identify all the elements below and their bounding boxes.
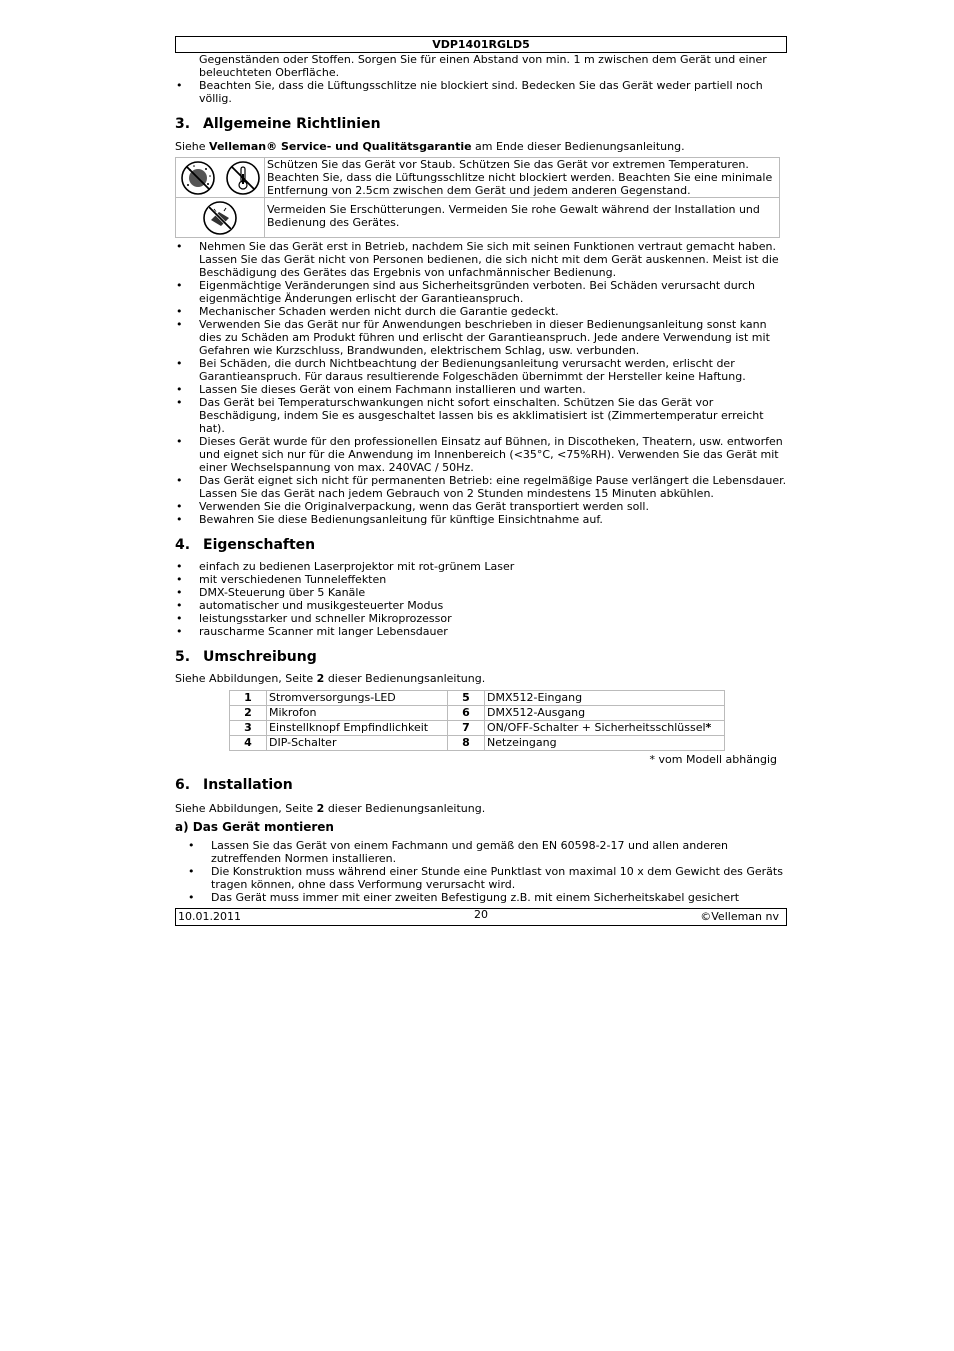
- safety-text-2: Vermeiden Sie Erschütterungen. Vermeiden Sie rohe Gewalt während der Installation und Bedienung des Gerätes.: [265, 198, 780, 238]
- part-label: DMX512-Ausgang: [487, 706, 586, 719]
- parts-table: [229, 690, 725, 751]
- intro-text: Siehe: [175, 140, 210, 153]
- list-item: • DMX-Steuerung über 5 Kanäle: [175, 586, 787, 599]
- intro-text: dieser Bedienungsanleitung.: [324, 672, 486, 685]
- section-4-heading: [175, 537, 787, 554]
- section-title: Installation: [203, 777, 293, 793]
- table-row: [176, 198, 780, 238]
- part-label: Stromversorgungs-LED: [267, 691, 448, 706]
- part-label-cell: [485, 706, 725, 721]
- section-5-intro: [175, 672, 787, 685]
- section-title: Allgemeine Richtlinien: [203, 116, 381, 132]
- list-item: • mit verschiedenen Tunneleffekten: [175, 573, 787, 586]
- document-page: [175, 36, 787, 904]
- part-number: 3: [230, 721, 267, 736]
- section-number: 4.: [175, 537, 191, 553]
- intro-text: Siehe Abbildungen, Seite: [175, 802, 317, 815]
- header-title: VDP1401RGLD5: [432, 38, 530, 51]
- list-item: • Das Gerät eignet sich nicht für permanenten Betrieb: eine regelmäßige Pause verlängert die Lebensdauer. Lassen Sie das Gerät nach jedem Gebrauch von 2 Stunden mindestens 15 Minuten abkühlen.: [175, 474, 787, 500]
- list-item: • Eigenmächtige Veränderungen sind aus Sicherheitsgründen verboten. Bei Schäden verursacht durch eigenmächtige Änderungen erlischt der Garantieanspruch.: [175, 279, 787, 305]
- intro-bold-text: 2: [316, 802, 325, 815]
- part-number: 6: [448, 706, 485, 721]
- subsection-a-heading: a) Das Gerät montieren: [175, 820, 334, 834]
- section-title: Eigenschaften: [203, 537, 316, 553]
- part-label: DIP-Schalter: [267, 736, 448, 751]
- page-header: [175, 36, 787, 53]
- part-number: 2: [230, 706, 267, 721]
- list-item: • Nehmen Sie das Gerät erst in Betrieb, nachdem Sie sich mit seinen Funktionen vertraut gemacht haben. Lassen Sie das Gerät nicht von Personen bedienen, die sich nicht mit dem Gerät auskennen. Meist ist die Beschädigung des Gerätes das Ergebnis von unfachmännischer Bedienung.: [175, 240, 787, 279]
- list-item: • Lassen Sie dieses Gerät von einem Fachmann installieren und warten.: [175, 383, 787, 396]
- icon-cell: [176, 198, 265, 238]
- list-item: • einfach zu bedienen Laserprojektor mit rot-grünem Laser: [175, 560, 787, 573]
- safety-text-1: Schützen Sie das Gerät vor Staub. Schützen Sie das Gerät vor extremen Temperaturen. Beachten Sie, dass die Lüftungsschlitze nicht blockiert werden. Beachten Sie eine minimale Entfernung von 2.5cm zwischen dem Gerät und jedem anderen Gegenstand.: [265, 158, 780, 198]
- intro-text: dieser Bedienungsanleitung.: [324, 802, 486, 815]
- dust-protection-icon: [180, 160, 216, 196]
- shock-protection-icon: [202, 200, 238, 236]
- section-title: Umschreibung: [203, 649, 317, 665]
- intro-continuation: Gegenständen oder Stoffen. Sorgen Sie für einen Abstand von min. 1 m zwischen dem Gerät und einer beleuchteten Oberfläche.: [199, 53, 767, 79]
- section-6-bullets: [175, 839, 787, 904]
- part-number: 7: [448, 721, 485, 736]
- intro-text: Siehe Abbildungen, Seite: [175, 672, 317, 685]
- part-label: Einstellknopf Empfindlichkeit: [267, 721, 448, 736]
- intro-bold-text: 2: [316, 672, 325, 685]
- footer-date: 10.01.2011: [178, 910, 241, 923]
- list-item: • Verwenden Sie das Gerät nur für Anwendungen beschrieben in dieser Bedienungsanleitung sonst kann dies zu Schäden am Produkt führen und erlischt der Garantieanspruch. Jede andere Verwendung ist mit Gefahren wie Kurzschluss, Brandwunden, elektrischem Schlag, usw. verbunden.: [175, 318, 787, 357]
- table-row: [176, 158, 780, 198]
- page-number: 20: [474, 908, 488, 921]
- section-number: 6.: [175, 777, 191, 793]
- intro-text: am Ende dieser Bedienungsanleitung.: [471, 140, 685, 153]
- list-item: • Bei Schäden, die durch Nichtbeachtung der Bedienungsanleitung verursacht werden, erlischt der Garantieanspruch. Für daraus resultierende Folgeschäden übernimmt der Hersteller keine Haftung.: [175, 357, 787, 383]
- list-item: • Lassen Sie das Gerät von einem Fachmann und gemäß den EN 60598-2-17 und allen anderen zutreffenden Normen installieren.: [175, 839, 787, 865]
- temperature-protection-icon: [225, 160, 261, 196]
- section-6-heading: [175, 777, 787, 794]
- list-item: • Dieses Gerät wurde für den professionellen Einsatz auf Bühnen, in Discotheken, Theatern, usw. entworfen und eignet sich nur für die Anwendung im Innenbereich (<35°C, <75%RH). Verwenden Sie das Gerät mit einer Wechselspannung von max. 240VAC / 50Hz.: [175, 435, 787, 474]
- list-item: • Die Konstruktion muss während einer Stunde eine Punktlast von maximal 10 x dem Gewicht des Geräts tragen können, ohne dass Verformung verursacht wird.: [175, 865, 787, 891]
- part-label-cell: [485, 691, 725, 706]
- list-item: • Verwenden Sie die Originalverpackung, wenn das Gerät transportiert werden soll.: [175, 500, 787, 513]
- list-item: • Das Gerät muss immer mit einer zweiten Befestigung z.B. mit einem Sicherheitskabel gesichert: [175, 891, 787, 904]
- intro-bullet-list: [175, 79, 787, 105]
- part-label: ON/OFF-Schalter + Sicherheitsschlüssel: [487, 721, 706, 734]
- list-item: • Bewahren Sie diese Bedienungsanleitung für künftige Einsichtnahme auf.: [175, 513, 787, 526]
- part-label-cell: [485, 721, 725, 736]
- part-label: Mikrofon: [267, 706, 448, 721]
- table-row: [230, 691, 725, 706]
- list-item: • Beachten Sie, dass die Lüftungsschlitze nie blockiert sind. Bedecken Sie das Gerät weder partiell noch völlig.: [175, 79, 787, 105]
- section-3-heading: [175, 116, 787, 133]
- section-number: 3.: [175, 116, 191, 132]
- section-3-intro: [175, 140, 787, 153]
- section-5-heading: [175, 649, 787, 666]
- list-item: • Das Gerät bei Temperaturschwankungen nicht sofort einschalten. Schützen Sie das Gerät vor Beschädigung, indem Sie es ausgeschaltet lassen bis es akklimatisiert ist (Zimmertemperatur erreicht hat).: [175, 396, 787, 435]
- footnote-marker: *: [705, 721, 712, 734]
- part-number: 1: [230, 691, 267, 706]
- list-item: • leistungsstarker und schneller Mikroprozessor: [175, 612, 787, 625]
- part-number: 4: [230, 736, 267, 751]
- icon-cell: [176, 158, 265, 198]
- table-row: [230, 706, 725, 721]
- table-row: [230, 721, 725, 736]
- part-number: 8: [448, 736, 485, 751]
- list-item: • Mechanischer Schaden werden nicht durch die Garantie gedeckt.: [175, 305, 787, 318]
- footnote: * vom Modell abhängig: [649, 753, 777, 766]
- section-4-bullets: [175, 560, 787, 638]
- page-footer: [175, 908, 787, 926]
- list-item: • rauscharme Scanner mit langer Lebensdauer: [175, 625, 787, 638]
- part-label: DMX512-Eingang: [487, 691, 583, 704]
- safety-table: [175, 157, 780, 238]
- part-number: 5: [448, 691, 485, 706]
- section-3-bullets: [175, 240, 787, 526]
- list-item: • automatischer und musikgesteuerter Modus: [175, 599, 787, 612]
- part-label: Netzeingang: [487, 736, 557, 749]
- table-row: [230, 736, 725, 751]
- section-6-intro: [175, 802, 787, 815]
- part-label-cell: [485, 736, 725, 751]
- section-number: 5.: [175, 649, 191, 665]
- footer-company: ©Velleman nv: [700, 910, 779, 923]
- intro-bold-text: Velleman® Service- und Qualitätsgarantie: [209, 140, 472, 153]
